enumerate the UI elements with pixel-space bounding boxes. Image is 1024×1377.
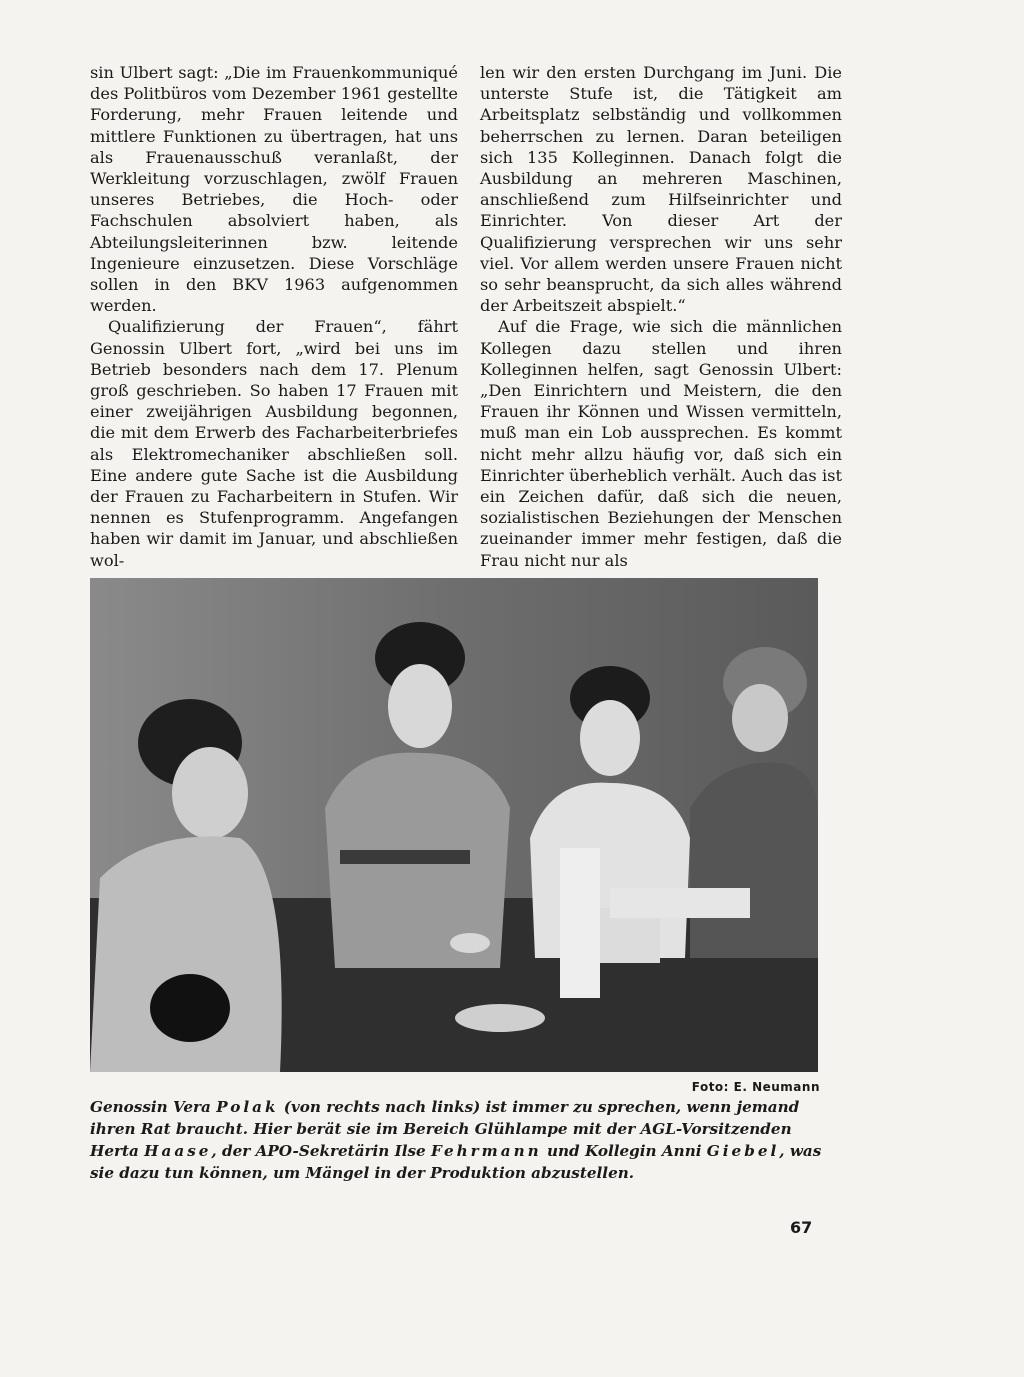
paragraph: Auf die Frage, wie sich die männlichen Kollegen dazu stellen und ihren Kolleginnen helfen, sagt Genossin Ulbert: „Den Einrichtern und Meistern, die den Frauen ihr Können und Wissen vermitteln, muß man ein Lob aussprechen. Es kommt nicht mehr allzu häufig vor, daß sich ein Einrichter überheblich verhält. Auch das ist ein Zeichen dafür, daß sich die neuen, sozialistischen Beziehungen der Menschen zueinander immer mehr festigen, daß die Frau nicht nur als bbox=[480, 317, 842, 570]
caption-text: , der APO-Sekretärin Ilse bbox=[211, 1142, 432, 1160]
paragraph: Qualifizierung der Frauen“, fährt Genossin Ulbert fort, „wird bei uns im Betrieb besonders nach dem 17. Plenum groß geschrieben. So haben 17 Frauen mit einer zweijährigen Ausbildung begonnen, die mit dem Erwerb des Facharbeiterbriefes als Elektromechaniker abschließen soll. Eine andere gute Sache ist die Ausbildung der Frauen zu Facharbeitern in Stufen. Wir nennen es Stufenprogramm. Angefangen haben wir damit im Januar, und abschließen wol- bbox=[90, 317, 458, 570]
text-column-left bbox=[90, 62, 458, 571]
caption-name: Giebel bbox=[706, 1142, 780, 1160]
caption-name: Polak bbox=[216, 1098, 279, 1116]
page-number: 67 bbox=[790, 1218, 813, 1237]
caption-text: , was sie dazu tun können, um Mängel in der Produktion abzustellen. bbox=[90, 1142, 822, 1182]
photo-credit: Foto: E. Neumann bbox=[691, 1080, 820, 1094]
caption-text: (von rechts nach links) ist immer zu sprechen, wenn jemand ihren Rat braucht. Hier berät sie im Bereich Glühlampe mit der AGL-Vorsitzenden Herta bbox=[90, 1098, 800, 1160]
photo bbox=[90, 578, 818, 1072]
caption-name: Haase bbox=[144, 1142, 212, 1160]
paragraph: len wir den ersten Durchgang im Juni. Die unterste Stufe ist, die Tätigkeit am Arbeitsplatz selbständig und vollkommen beherrschen zu lernen. Daran beteiligen sich 135 Kolleginnen. Danach folgt die Ausbildung an mehreren Maschinen, anschließend zum Hilfseinrichter und Einrichter. Von dieser Art der Qualifizierung versprechen wir uns sehr viel. Vor allem werden unsere Frauen nicht so sehr beansprucht, da sich alles während der Arbeitszeit abspielt.“ bbox=[480, 63, 842, 316]
text-column-right bbox=[480, 62, 842, 571]
photo-caption bbox=[90, 1096, 826, 1184]
caption-text: Genossin Vera bbox=[90, 1098, 217, 1116]
paragraph: sin Ulbert sagt: „Die im Frauenkommuniqué des Politbüros vom Dezember 1961 gestellte Forderung, mehr Frauen leitende und mittlere Funktionen zu übertragen, hat uns als Frauenausschuß veranlaßt, der Werkleitung vorzuschlagen, zwölf Frauen unseres Betriebes, die Hoch- oder Fachschulen absolviert haben, als Abteilungsleiterinnen bzw. leitende Ingenieure einzusetzen. Diese Vorschläge sollen in den BKV 1963 aufgenommen werden. bbox=[90, 63, 458, 316]
caption-name: Fehrmann bbox=[431, 1142, 542, 1160]
photo-image bbox=[90, 578, 818, 1072]
caption-text: und Kollegin Anni bbox=[541, 1142, 707, 1160]
